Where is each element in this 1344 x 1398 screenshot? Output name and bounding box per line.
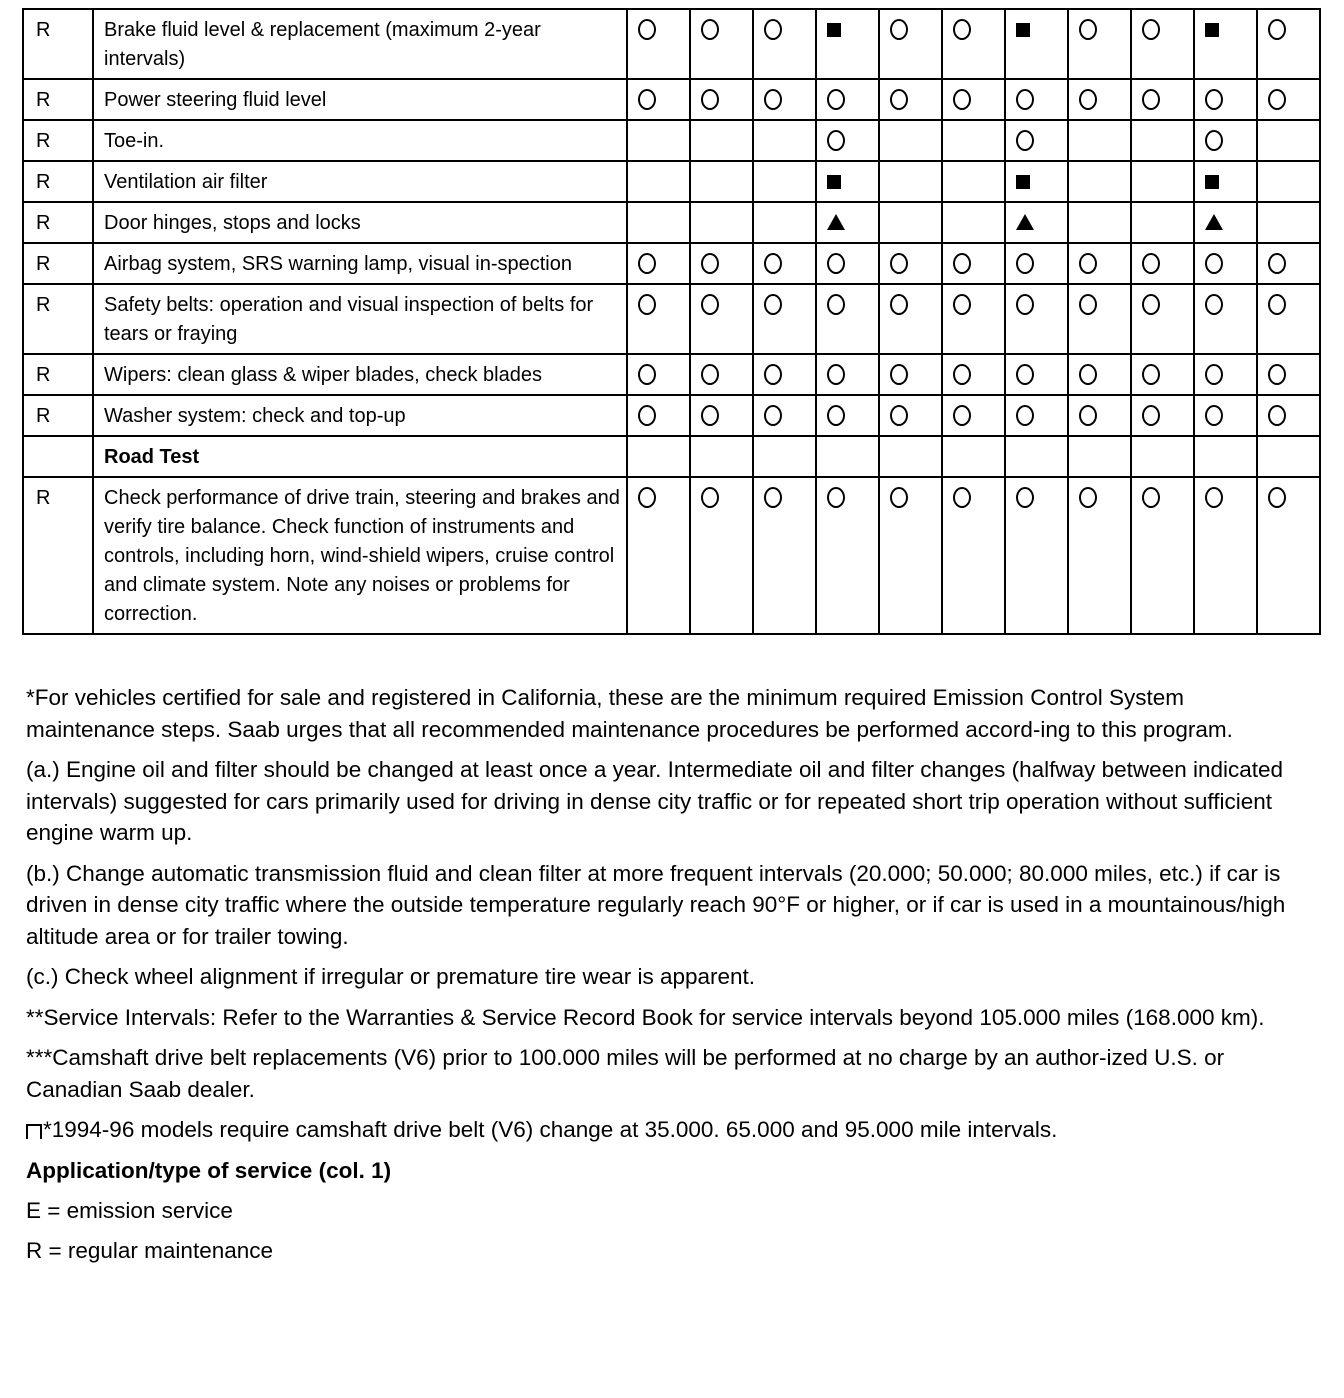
interval-cell <box>627 284 690 354</box>
circle-icon <box>1205 294 1223 315</box>
interval-cell <box>942 354 1005 395</box>
interval-cell <box>753 9 816 79</box>
interval-cell <box>1257 243 1320 284</box>
interval-cell <box>1257 202 1320 243</box>
circle-icon <box>1079 294 1097 315</box>
interval-cell <box>1131 354 1194 395</box>
legend-title: Application/type of service (col. 1) <box>26 1157 392 1183</box>
circle-icon <box>638 89 656 110</box>
filled-square-icon <box>827 23 841 37</box>
interval-cell <box>942 436 1005 477</box>
circle-icon <box>1016 294 1034 315</box>
circle-icon <box>1205 253 1223 274</box>
circle-icon <box>1016 487 1034 508</box>
interval-cell <box>816 120 879 161</box>
interval-cell <box>879 354 942 395</box>
circle-icon <box>1205 364 1223 385</box>
table-row <box>23 477 1320 634</box>
circle-icon <box>638 19 656 40</box>
interval-cell <box>1257 9 1320 79</box>
interval-cell <box>879 161 942 202</box>
circle-icon <box>1079 487 1097 508</box>
circle-icon <box>1205 89 1223 110</box>
service-type-cell: R <box>23 9 93 79</box>
california-note: *For vehicles certified for sale and registered in California, these are the minimum required Emission Control System maintenance steps. Saab urges that all recommended maintenance procedures be performed accord-ing to this program. <box>26 685 1233 742</box>
interval-cell <box>1194 161 1257 202</box>
models-1994-text: *1994-96 models require camshaft drive belt (V6) change at 35.000. 65.000 and 95.000 mile intervals. <box>43 1117 1058 1142</box>
service-type-cell: R <box>23 161 93 202</box>
circle-icon <box>1142 405 1160 426</box>
circle-icon <box>1268 19 1286 40</box>
footnotes <box>26 682 1316 1274</box>
circle-icon <box>764 253 782 274</box>
table-row <box>23 79 1320 120</box>
interval-cell <box>1068 9 1131 79</box>
circle-icon <box>1079 405 1097 426</box>
circle-icon <box>890 89 908 110</box>
circle-icon <box>1079 253 1097 274</box>
circle-icon <box>827 294 845 315</box>
interval-cell <box>1068 202 1131 243</box>
interval-cell <box>1005 477 1068 634</box>
interval-cell <box>816 9 879 79</box>
circle-icon <box>764 89 782 110</box>
interval-cell <box>627 161 690 202</box>
circle-icon <box>953 364 971 385</box>
section-heading: Road Test <box>93 436 627 477</box>
interval-cell <box>690 436 753 477</box>
circle-icon <box>890 294 908 315</box>
service-type-cell: R <box>23 243 93 284</box>
interval-cell <box>1005 120 1068 161</box>
circle-icon <box>764 19 782 40</box>
circle-icon <box>1142 19 1160 40</box>
filled-triangle-icon <box>827 214 845 230</box>
interval-cell <box>627 354 690 395</box>
circle-icon <box>1142 253 1160 274</box>
interval-cell <box>1257 120 1320 161</box>
interval-cell <box>690 477 753 634</box>
circle-icon <box>827 130 845 151</box>
circle-icon <box>1268 487 1286 508</box>
interval-cell <box>879 9 942 79</box>
circle-icon <box>1079 19 1097 40</box>
interval-cell <box>1005 436 1068 477</box>
service-type-cell: R <box>23 79 93 120</box>
service-description-cell: Safety belts: operation and visual inspection of belts for tears or fraying <box>93 284 627 354</box>
service-description-cell: Airbag system, SRS warning lamp, visual in-spection <box>93 243 627 284</box>
circle-icon <box>764 364 782 385</box>
interval-cell <box>1005 243 1068 284</box>
circle-icon <box>764 487 782 508</box>
interval-cell <box>1194 436 1257 477</box>
service-description-cell: Power steering fluid level <box>93 79 627 120</box>
interval-cell <box>816 202 879 243</box>
interval-cell <box>1131 9 1194 79</box>
interval-cell <box>753 202 816 243</box>
circle-icon <box>638 253 656 274</box>
interval-cell <box>942 477 1005 634</box>
interval-cell <box>1131 120 1194 161</box>
interval-cell <box>690 243 753 284</box>
interval-cell <box>1257 161 1320 202</box>
service-description-cell: Washer system: check and top-up <box>93 395 627 436</box>
interval-cell <box>1005 9 1068 79</box>
circle-icon <box>701 19 719 40</box>
circle-icon <box>701 487 719 508</box>
circle-icon <box>953 89 971 110</box>
circle-icon <box>953 487 971 508</box>
interval-cell <box>1194 284 1257 354</box>
interval-cell <box>753 354 816 395</box>
interval-cell <box>690 202 753 243</box>
service-type-cell: R <box>23 354 93 395</box>
interval-cell <box>816 477 879 634</box>
interval-cell <box>1068 243 1131 284</box>
circle-icon <box>953 405 971 426</box>
circle-icon <box>701 405 719 426</box>
service-description-cell: Toe-in. <box>93 120 627 161</box>
interval-cell <box>1194 120 1257 161</box>
interval-cell <box>942 395 1005 436</box>
interval-cell <box>942 243 1005 284</box>
circle-icon <box>953 19 971 40</box>
interval-cell <box>942 202 1005 243</box>
circle-icon <box>890 364 908 385</box>
interval-cell <box>816 436 879 477</box>
table-row <box>23 354 1320 395</box>
interval-cell <box>627 202 690 243</box>
interval-cell <box>1005 79 1068 120</box>
interval-cell <box>1131 202 1194 243</box>
circle-icon <box>1142 294 1160 315</box>
interval-cell <box>1131 395 1194 436</box>
filled-square-icon <box>1205 175 1219 189</box>
interval-cell <box>942 79 1005 120</box>
interval-cell <box>1068 161 1131 202</box>
interval-cell <box>1257 284 1320 354</box>
camshaft-note: ***Camshaft drive belt replacements (V6) prior to 100.000 miles will be performed at no charge by an author-ized U.S. or Canadian Saab dealer. <box>26 1045 1225 1102</box>
filled-square-icon <box>1016 23 1030 37</box>
interval-cell <box>942 9 1005 79</box>
interval-cell <box>690 161 753 202</box>
interval-cell <box>1068 477 1131 634</box>
circle-icon <box>1268 89 1286 110</box>
circle-icon <box>701 89 719 110</box>
interval-cell <box>753 477 816 634</box>
circle-icon <box>1016 405 1034 426</box>
legend-e: E = emission service <box>26 1198 233 1223</box>
interval-cell <box>690 284 753 354</box>
service-description-cell: Brake fluid level & replacement (maximum 2-year intervals) <box>93 9 627 79</box>
circle-icon <box>1205 487 1223 508</box>
circle-icon <box>890 253 908 274</box>
interval-cell <box>879 477 942 634</box>
interval-cell <box>753 79 816 120</box>
service-type-cell: R <box>23 120 93 161</box>
filled-triangle-icon <box>1205 214 1223 230</box>
note-c: (c.) Check wheel alignment if irregular or premature tire wear is apparent. <box>26 964 756 989</box>
circle-icon <box>1205 130 1223 151</box>
filled-square-icon <box>1205 23 1219 37</box>
note-a: (a.) Engine oil and filter should be changed at least once a year. Intermediate oil and filter changes (halfway between indicated intervals) suggested for cars primarily used for driving in dense city traffic or for repeated short trip operation without sufficient engine warm up. <box>26 757 1284 845</box>
service-description-cell: Check performance of drive train, steering and brakes and verify tire balance. Check function of instruments and controls, including horn, wind-shield wipers, cruise control and climate system. Note any noises or problems for correction. <box>93 477 627 634</box>
table-row <box>23 9 1320 79</box>
interval-cell <box>1068 120 1131 161</box>
interval-cell <box>753 120 816 161</box>
interval-cell <box>1194 79 1257 120</box>
interval-cell <box>1194 477 1257 634</box>
interval-cell <box>1005 354 1068 395</box>
service-description-cell: Wipers: clean glass & wiper blades, check blades <box>93 354 627 395</box>
interval-cell <box>690 9 753 79</box>
circle-icon <box>1142 487 1160 508</box>
circle-icon <box>827 364 845 385</box>
interval-cell <box>816 284 879 354</box>
interval-cell <box>1257 436 1320 477</box>
interval-cell <box>1194 395 1257 436</box>
service-type-cell: R <box>23 202 93 243</box>
models-1994-note <box>26 1114 1316 1146</box>
circle-icon <box>1016 253 1034 274</box>
interval-cell <box>1131 436 1194 477</box>
interval-cell <box>1068 395 1131 436</box>
interval-cell <box>879 243 942 284</box>
interval-cell <box>816 79 879 120</box>
circle-icon <box>638 405 656 426</box>
interval-cell <box>627 120 690 161</box>
circle-icon <box>890 405 908 426</box>
table-row <box>23 243 1320 284</box>
interval-cell <box>753 284 816 354</box>
circle-icon <box>1079 364 1097 385</box>
circle-icon <box>638 294 656 315</box>
circle-icon <box>953 253 971 274</box>
interval-cell <box>1257 477 1320 634</box>
interval-cell <box>627 243 690 284</box>
circle-icon <box>1268 405 1286 426</box>
maintenance-schedule-table <box>22 8 1321 635</box>
table-row <box>23 202 1320 243</box>
interval-cell <box>1131 284 1194 354</box>
interval-cell <box>942 284 1005 354</box>
interval-cell <box>1068 436 1131 477</box>
interval-cell <box>1131 79 1194 120</box>
interval-cell <box>1131 161 1194 202</box>
interval-cell <box>816 354 879 395</box>
note-b: (b.) Change automatic transmission fluid and clean filter at more frequent intervals (20.000; 50.000; 80.000 miles, etc.) if car is driven in dense city traffic where the outside temperature regularly reach 90°F or higher, or if car is used in a mountainous/high altitude area or for trailer towing. <box>26 860 1286 949</box>
circle-icon <box>1142 89 1160 110</box>
interval-cell <box>1068 354 1131 395</box>
circle-icon <box>827 89 845 110</box>
interval-cell <box>1257 79 1320 120</box>
table-row <box>23 395 1320 436</box>
interval-cell <box>627 436 690 477</box>
open-box-icon <box>26 1124 42 1139</box>
interval-cell <box>816 243 879 284</box>
interval-cell <box>879 202 942 243</box>
interval-cell <box>1005 284 1068 354</box>
filled-triangle-icon <box>1016 214 1034 230</box>
interval-cell <box>1005 202 1068 243</box>
interval-cell <box>627 477 690 634</box>
filled-square-icon <box>1016 175 1030 189</box>
service-type-cell <box>23 436 93 477</box>
circle-icon <box>1079 89 1097 110</box>
interval-cell <box>627 79 690 120</box>
circle-icon <box>827 487 845 508</box>
circle-icon <box>638 364 656 385</box>
legend-r: R = regular maintenance <box>26 1237 274 1263</box>
service-description-cell: Ventilation air filter <box>93 161 627 202</box>
interval-cell <box>1005 395 1068 436</box>
interval-cell <box>1131 243 1194 284</box>
interval-cell <box>1194 243 1257 284</box>
interval-cell <box>1257 395 1320 436</box>
interval-cell <box>753 243 816 284</box>
interval-cell <box>1194 354 1257 395</box>
interval-cell <box>1131 477 1194 634</box>
service-description-cell: Door hinges, stops and locks <box>93 202 627 243</box>
service-intervals-note: **Service Intervals: Refer to the Warranties & Service Record Book for service intervals beyond 105.000 miles (168.000 km). <box>26 1004 1265 1030</box>
interval-cell <box>690 120 753 161</box>
service-type-cell: R <box>23 395 93 436</box>
interval-cell <box>627 395 690 436</box>
circle-icon <box>1016 130 1034 151</box>
circle-icon <box>827 405 845 426</box>
circle-icon <box>1016 364 1034 385</box>
circle-icon <box>638 487 656 508</box>
circle-icon <box>1016 89 1034 110</box>
service-type-cell: R <box>23 284 93 354</box>
circle-icon <box>764 294 782 315</box>
interval-cell <box>1068 79 1131 120</box>
circle-icon <box>764 405 782 426</box>
interval-cell <box>690 354 753 395</box>
interval-cell <box>942 161 1005 202</box>
interval-cell <box>627 9 690 79</box>
circle-icon <box>701 253 719 274</box>
interval-cell <box>1257 354 1320 395</box>
interval-cell <box>1005 161 1068 202</box>
circle-icon <box>890 487 908 508</box>
circle-icon <box>953 294 971 315</box>
table-row <box>23 436 1320 477</box>
interval-cell <box>1194 9 1257 79</box>
interval-cell <box>816 161 879 202</box>
filled-square-icon <box>827 175 841 189</box>
service-type-cell: R <box>23 477 93 634</box>
interval-cell <box>690 395 753 436</box>
circle-icon <box>827 253 845 274</box>
circle-icon <box>1268 364 1286 385</box>
interval-cell <box>879 120 942 161</box>
interval-cell <box>690 79 753 120</box>
interval-cell <box>753 395 816 436</box>
circle-icon <box>1142 364 1160 385</box>
circle-icon <box>890 19 908 40</box>
table-row <box>23 161 1320 202</box>
interval-cell <box>1194 202 1257 243</box>
interval-cell <box>816 395 879 436</box>
interval-cell <box>879 79 942 120</box>
interval-cell <box>942 120 1005 161</box>
interval-cell <box>753 436 816 477</box>
interval-cell <box>879 284 942 354</box>
interval-cell <box>879 395 942 436</box>
table-row <box>23 284 1320 354</box>
circle-icon <box>1268 294 1286 315</box>
circle-icon <box>701 364 719 385</box>
interval-cell <box>753 161 816 202</box>
table-row <box>23 120 1320 161</box>
circle-icon <box>1205 405 1223 426</box>
interval-cell <box>879 436 942 477</box>
circle-icon <box>701 294 719 315</box>
interval-cell <box>1068 284 1131 354</box>
circle-icon <box>1268 253 1286 274</box>
